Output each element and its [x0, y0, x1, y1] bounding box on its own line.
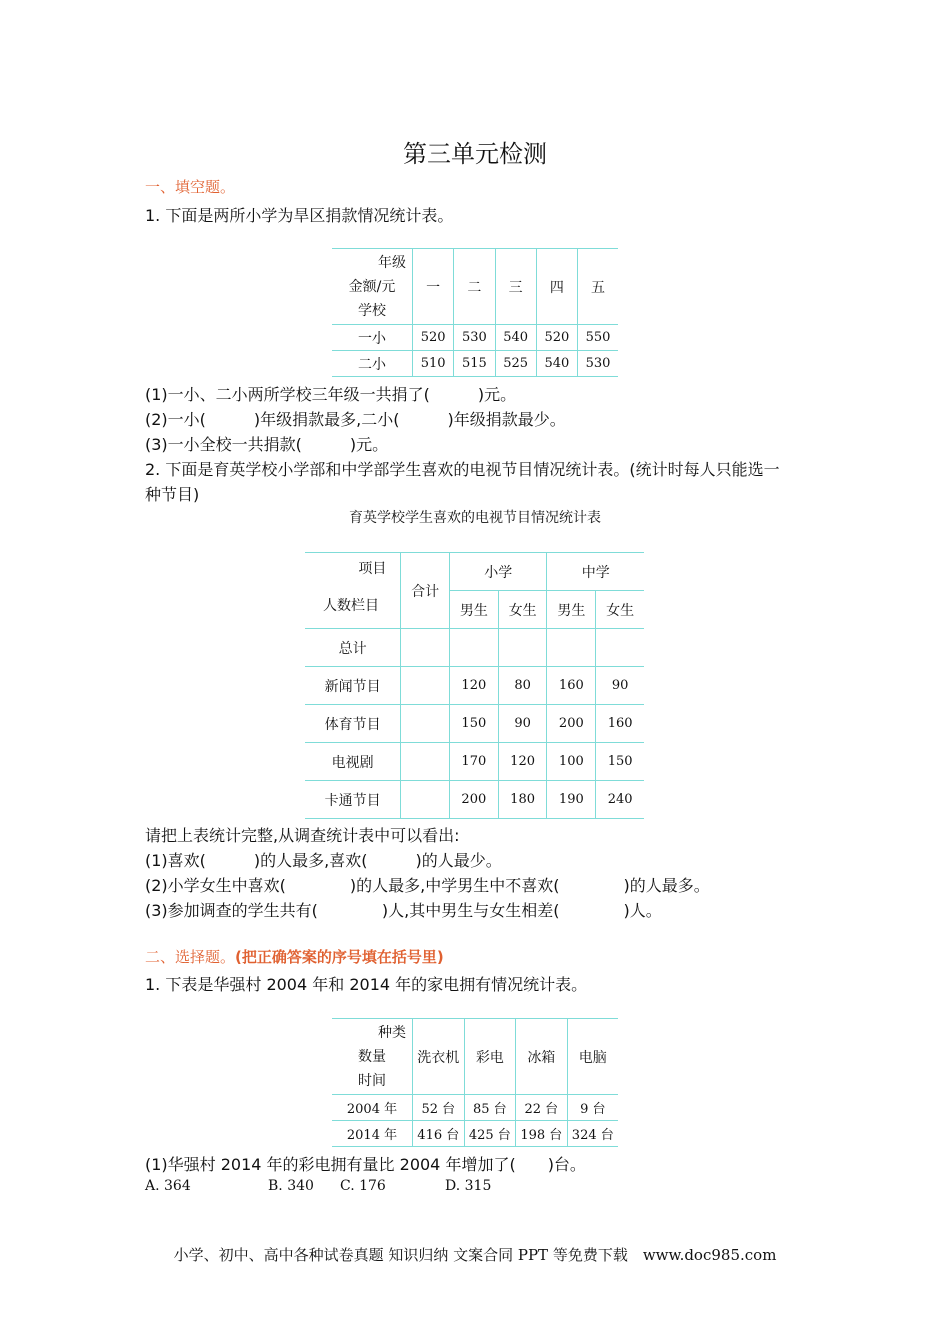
count-cell: 150 — [596, 743, 644, 781]
table-caption: 育英学校学生喜欢的电视节目情况统计表 — [349, 510, 601, 526]
corner-cell — [332, 1019, 413, 1095]
amount-cell: 540 — [536, 351, 577, 377]
count-cell: 200 — [547, 705, 596, 743]
option-c: C. 176 — [340, 1178, 386, 1194]
s2-q1-text: 1. 下表是华强村 2004 年和 2014 年的家电拥有情况统计表。 — [145, 975, 588, 994]
section2-heading-main: 二、选择题。 — [145, 948, 236, 966]
q1-sub3: (3)一小全校一共捐款( )元。 — [145, 435, 389, 454]
amount-cell: 550 — [578, 325, 619, 351]
q2-text-line2: 种节目) — [145, 485, 200, 504]
quantity-cell: 425 台 — [464, 1121, 516, 1147]
option-a: A. 364 — [145, 1178, 191, 1194]
quantity-cell: 198 台 — [516, 1121, 568, 1147]
total-col-header: 合计 — [401, 553, 450, 629]
corner-label-grade: 年级 — [378, 254, 406, 271]
item-header: 电脑 — [567, 1019, 618, 1095]
count-cell: 160 — [547, 667, 596, 705]
corner-cell — [332, 249, 413, 325]
q1-sub2: (2)一小( )年级捐款最多,二小( )年级捐款最少。 — [145, 410, 566, 429]
quantity-cell: 52 台 — [413, 1095, 465, 1121]
group-header-primary: 小学 — [449, 553, 547, 591]
count-cell — [547, 629, 596, 667]
total-cell — [401, 667, 450, 705]
page-title: 第三单元检测 — [403, 140, 547, 168]
grade-header: 一 — [413, 249, 454, 325]
count-cell: 80 — [498, 667, 547, 705]
row-label: 电视剧 — [305, 743, 401, 781]
section1-heading: 一、填空题。 — [145, 178, 236, 196]
quantity-cell: 85 台 — [464, 1095, 516, 1121]
grade-header: 二 — [454, 249, 495, 325]
table-row — [305, 667, 644, 705]
item-header: 彩电 — [464, 1019, 516, 1095]
option-b: B. 340 — [268, 1178, 314, 1194]
count-cell: 170 — [449, 743, 498, 781]
amount-cell: 520 — [413, 325, 454, 351]
table-row — [305, 743, 644, 781]
row-label: 体育节目 — [305, 705, 401, 743]
item-header: 洗衣机 — [413, 1019, 465, 1095]
section2-heading-note: (把正确答案的序号填在括号里) — [235, 948, 444, 966]
quantity-cell: 9 台 — [567, 1095, 618, 1121]
appliance-table — [332, 1018, 618, 1147]
q2-prompt: 请把上表统计完整,从调查统计表中可以看出: — [145, 826, 460, 845]
table-row — [332, 351, 618, 377]
year-label: 2004 年 — [332, 1095, 413, 1121]
corner-label-type: 种类 — [378, 1024, 406, 1041]
q2-text-line1: 2. 下面是育英学校小学部和中学部学生喜欢的电视节目情况统计表。(统计时每人只能选一 — [145, 460, 780, 479]
corner-label-amount: 金额/元 — [348, 278, 396, 295]
table-row — [332, 1095, 618, 1121]
corner-label-count: 人数栏目 — [323, 597, 379, 614]
corner-label-item: 项目 — [358, 560, 387, 577]
donation-table — [332, 248, 618, 377]
count-cell: 150 — [449, 705, 498, 743]
footer-text: 小学、初中、高中各种试卷真题 知识归纳 文案合同 PPT 等免费下载 www.doc985.com — [173, 1246, 777, 1264]
s2-q1-sub1: (1)华强村 2014 年的彩电拥有量比 2004 年增加了( )台。 — [145, 1155, 586, 1174]
count-cell: 180 — [498, 781, 547, 819]
table-row — [332, 325, 618, 351]
grade-header: 三 — [495, 249, 536, 325]
q2-sub2: (2)小学女生中喜欢( )的人最多,中学男生中不喜欢( )的人最多。 — [145, 876, 710, 895]
count-cell: 190 — [547, 781, 596, 819]
amount-cell: 525 — [495, 351, 536, 377]
count-cell — [449, 629, 498, 667]
count-cell: 240 — [596, 781, 644, 819]
item-header: 冰箱 — [516, 1019, 568, 1095]
male-header: 男生 — [449, 591, 498, 629]
row-label: 总计 — [305, 629, 401, 667]
school-name: 二小 — [332, 351, 413, 377]
total-cell — [401, 781, 450, 819]
option-d: D. 315 — [445, 1178, 492, 1194]
tv-program-table — [305, 552, 644, 819]
corner-label-school: 学校 — [358, 302, 386, 319]
group-header-middle: 中学 — [547, 553, 644, 591]
table-row — [305, 781, 644, 819]
grade-header: 四 — [536, 249, 577, 325]
amount-cell: 540 — [495, 325, 536, 351]
amount-cell: 530 — [454, 325, 495, 351]
amount-cell: 515 — [454, 351, 495, 377]
count-cell: 100 — [547, 743, 596, 781]
row-label: 新闻节目 — [305, 667, 401, 705]
female-header: 女生 — [596, 591, 644, 629]
amount-cell: 510 — [413, 351, 454, 377]
row-label: 卡通节目 — [305, 781, 401, 819]
total-cell — [401, 705, 450, 743]
count-cell: 200 — [449, 781, 498, 819]
corner-label-time: 时间 — [358, 1072, 386, 1089]
count-cell — [498, 629, 547, 667]
count-cell: 90 — [596, 667, 644, 705]
school-name: 一小 — [332, 325, 413, 351]
quantity-cell: 416 台 — [413, 1121, 465, 1147]
count-cell: 120 — [449, 667, 498, 705]
total-cell — [401, 629, 450, 667]
count-cell: 90 — [498, 705, 547, 743]
table-row — [332, 1121, 618, 1147]
grade-header: 五 — [578, 249, 619, 325]
count-cell: 160 — [596, 705, 644, 743]
q2-sub1: (1)喜欢( )的人最多,喜欢( )的人最少。 — [145, 851, 502, 870]
table-row — [305, 629, 644, 667]
quantity-cell: 22 台 — [516, 1095, 568, 1121]
section2-heading — [145, 946, 444, 967]
quantity-cell: 324 台 — [567, 1121, 618, 1147]
corner-cell — [305, 553, 401, 629]
amount-cell: 520 — [536, 325, 577, 351]
q1-text: 1. 下面是两所小学为旱区捐款情况统计表。 — [145, 206, 454, 225]
male-header: 男生 — [547, 591, 596, 629]
table-row — [305, 705, 644, 743]
year-label: 2014 年 — [332, 1121, 413, 1147]
amount-cell: 530 — [578, 351, 619, 377]
q2-sub3: (3)参加调查的学生共有( )人,其中男生与女生相差( )人。 — [145, 901, 662, 920]
total-cell — [401, 743, 450, 781]
corner-label-quantity: 数量 — [358, 1048, 386, 1065]
female-header: 女生 — [498, 591, 547, 629]
count-cell — [596, 629, 644, 667]
count-cell: 120 — [498, 743, 547, 781]
q1-sub1: (1)一小、二小两所学校三年级一共捐了( )元。 — [145, 385, 517, 404]
